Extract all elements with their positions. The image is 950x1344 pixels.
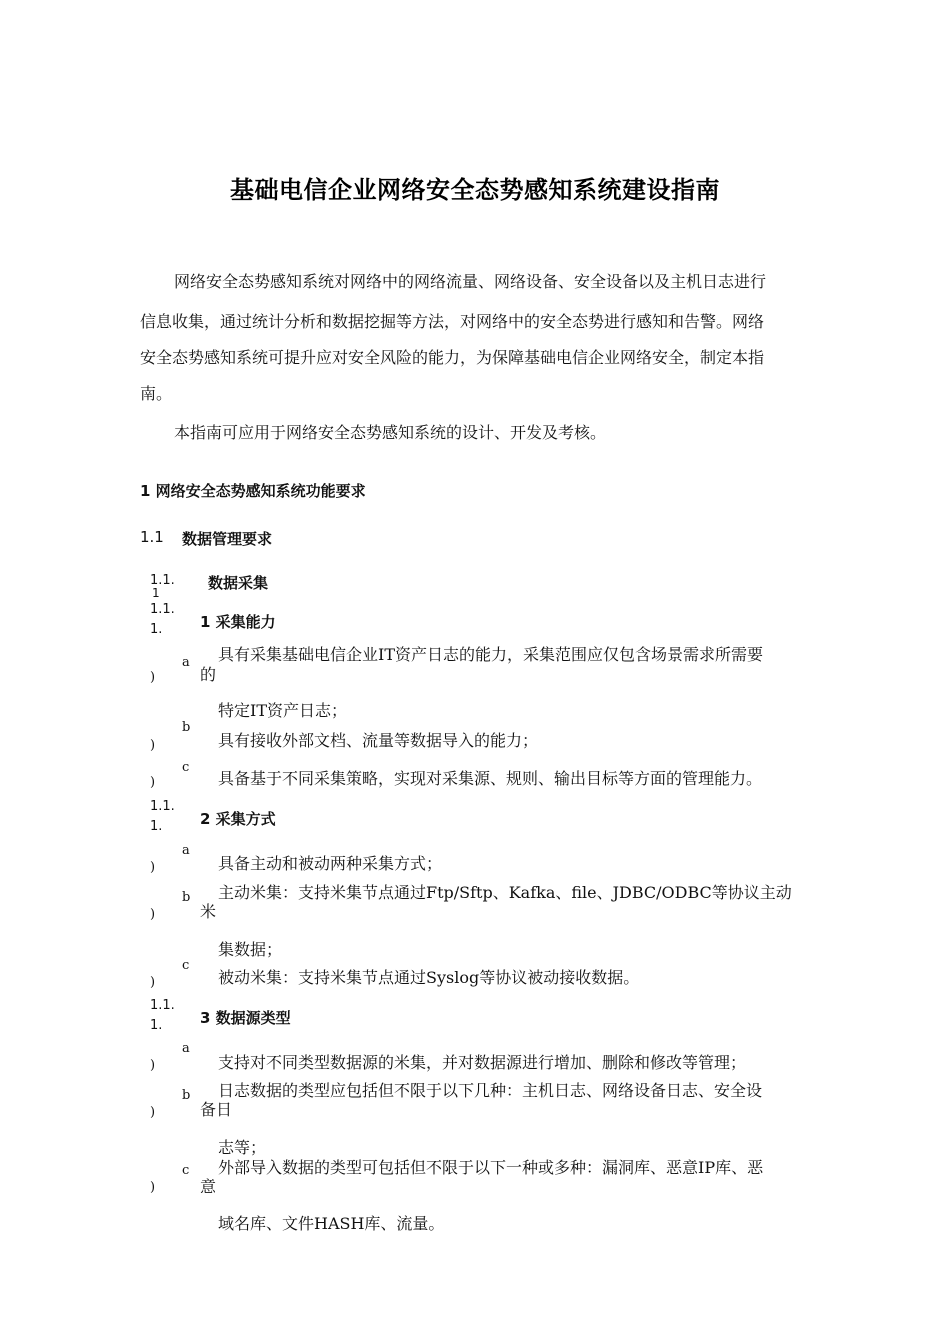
cap3-item-c-paren: ) [150,1180,156,1195]
cap2-item-a-text: 具备主动和被动两种采集方式； [218,854,443,873]
section-1-1-1-title: 数据采集 [208,574,269,592]
cap1-item-a-letter: a [182,655,190,670]
cap3-item-b-paren: ) [150,1105,156,1120]
section-1-1-title: 数据管理要求 [182,530,273,548]
cap1-item-b-paren: ) [150,738,156,753]
cap2-heading: 2 采集方式 [200,810,276,828]
cap2-item-b-paren: ) [150,907,156,922]
cap3-item-b-text: 日志数据的类型应包括但不限于以下几种：主机日志、网络设备日志、安全设 [218,1081,763,1100]
intro-line-4: 南。 [140,384,173,403]
cap2-item-b-letter: b [182,890,191,905]
scope-paragraph: 本指南可应用于网络安全态势感知系统的设计、开发及考核。 [174,423,607,442]
intro-line-2: 信息收集，通过统计分析和数据挖掘等方法，对网络中的安全态势进行感知和告警。网络 [140,312,765,331]
cap1-item-c-paren: ) [150,775,156,790]
cap3-number-b: 1. [150,1018,163,1033]
cap3-item-a-paren: ) [150,1058,156,1073]
cap3-item-c-cont: 域名库、文件HASH库、流量。 [218,1214,445,1233]
cap3-item-a-letter: a [182,1041,190,1056]
cap1-item-a-cont: 特定IT资产日志； [218,701,347,720]
intro-line-1: 网络安全态势感知系统对网络中的网络流量、网络设备、安全设备以及主机日志进行 [174,272,767,291]
cap2-item-a-paren: ) [150,860,156,875]
cap1-item-b-letter: b [182,720,191,735]
cap1-number-b: 1. [150,622,163,637]
cap1-heading: 1 采集能力 [200,613,276,631]
cap3-item-b-wrap: 备日 [200,1100,233,1119]
cap2-item-c-paren: ) [150,975,156,990]
cap3-number-a: 1.1. [150,998,175,1013]
cap1-item-a-wrap: 的 [200,665,217,684]
intro-line-3: 安全态势感知系统可提升应对安全风险的能力，为保障基础电信企业网络安全，制定本指 [140,348,765,367]
cap3-item-b-letter: b [182,1088,191,1103]
section-1-1-1-number-b: 1 [152,586,160,600]
cap1-item-c-letter: c [182,760,190,775]
cap2-item-b-cont: 集数据； [218,940,283,959]
document-title: 基础电信企业网络安全态势感知系统建设指南 [230,176,720,204]
cap1-item-a-text: 具有采集基础电信企业IT资产日志的能力，采集范围应仅包含场景需求所需要 [218,645,763,664]
cap2-item-a-letter: a [182,843,190,858]
cap2-number-a: 1.1. [150,799,175,814]
cap3-item-c-letter: c [182,1163,190,1178]
section-1-1-number: 1.1 [140,528,164,546]
cap3-item-c-text: 外部导入数据的类型可包括但不限于以下一种或多种：漏洞库、恶意IP库、恶 [218,1158,764,1177]
cap1-number-a: 1.1. [150,602,175,617]
cap2-item-c-text: 被动米集：支持米集节点通过Syslog等协议被动接收数据。 [218,968,640,987]
cap3-item-a-text: 支持对不同类型数据源的米集，并对数据源进行增加、删除和修改等管理； [218,1053,747,1072]
cap2-item-c-letter: c [182,958,190,973]
section-1-heading: 1 网络安全态势感知系统功能要求 [140,482,366,500]
cap1-item-c-text: 具备基于不同采集策略，实现对采集源、规则、输出目标等方面的管理能力。 [218,769,763,788]
cap2-item-b-wrap: 米 [200,902,217,921]
cap2-item-b-text: 主动米集：支持米集节点通过Ftp/Sftp、Kafka、file、JDBC/ODBC等协议主动 [218,883,792,902]
cap1-item-b-text: 具有接收外部文档、流量等数据导入的能力； [218,731,539,750]
cap3-item-b-cont: 志等； [218,1138,267,1157]
cap3-item-c-wrap: 意 [200,1177,217,1196]
cap3-heading: 3 数据源类型 [200,1009,291,1027]
cap1-item-a-paren: ) [150,670,156,685]
cap2-number-b: 1. [150,819,163,834]
section-1-1-1-number-a: 1.1. [150,573,175,588]
